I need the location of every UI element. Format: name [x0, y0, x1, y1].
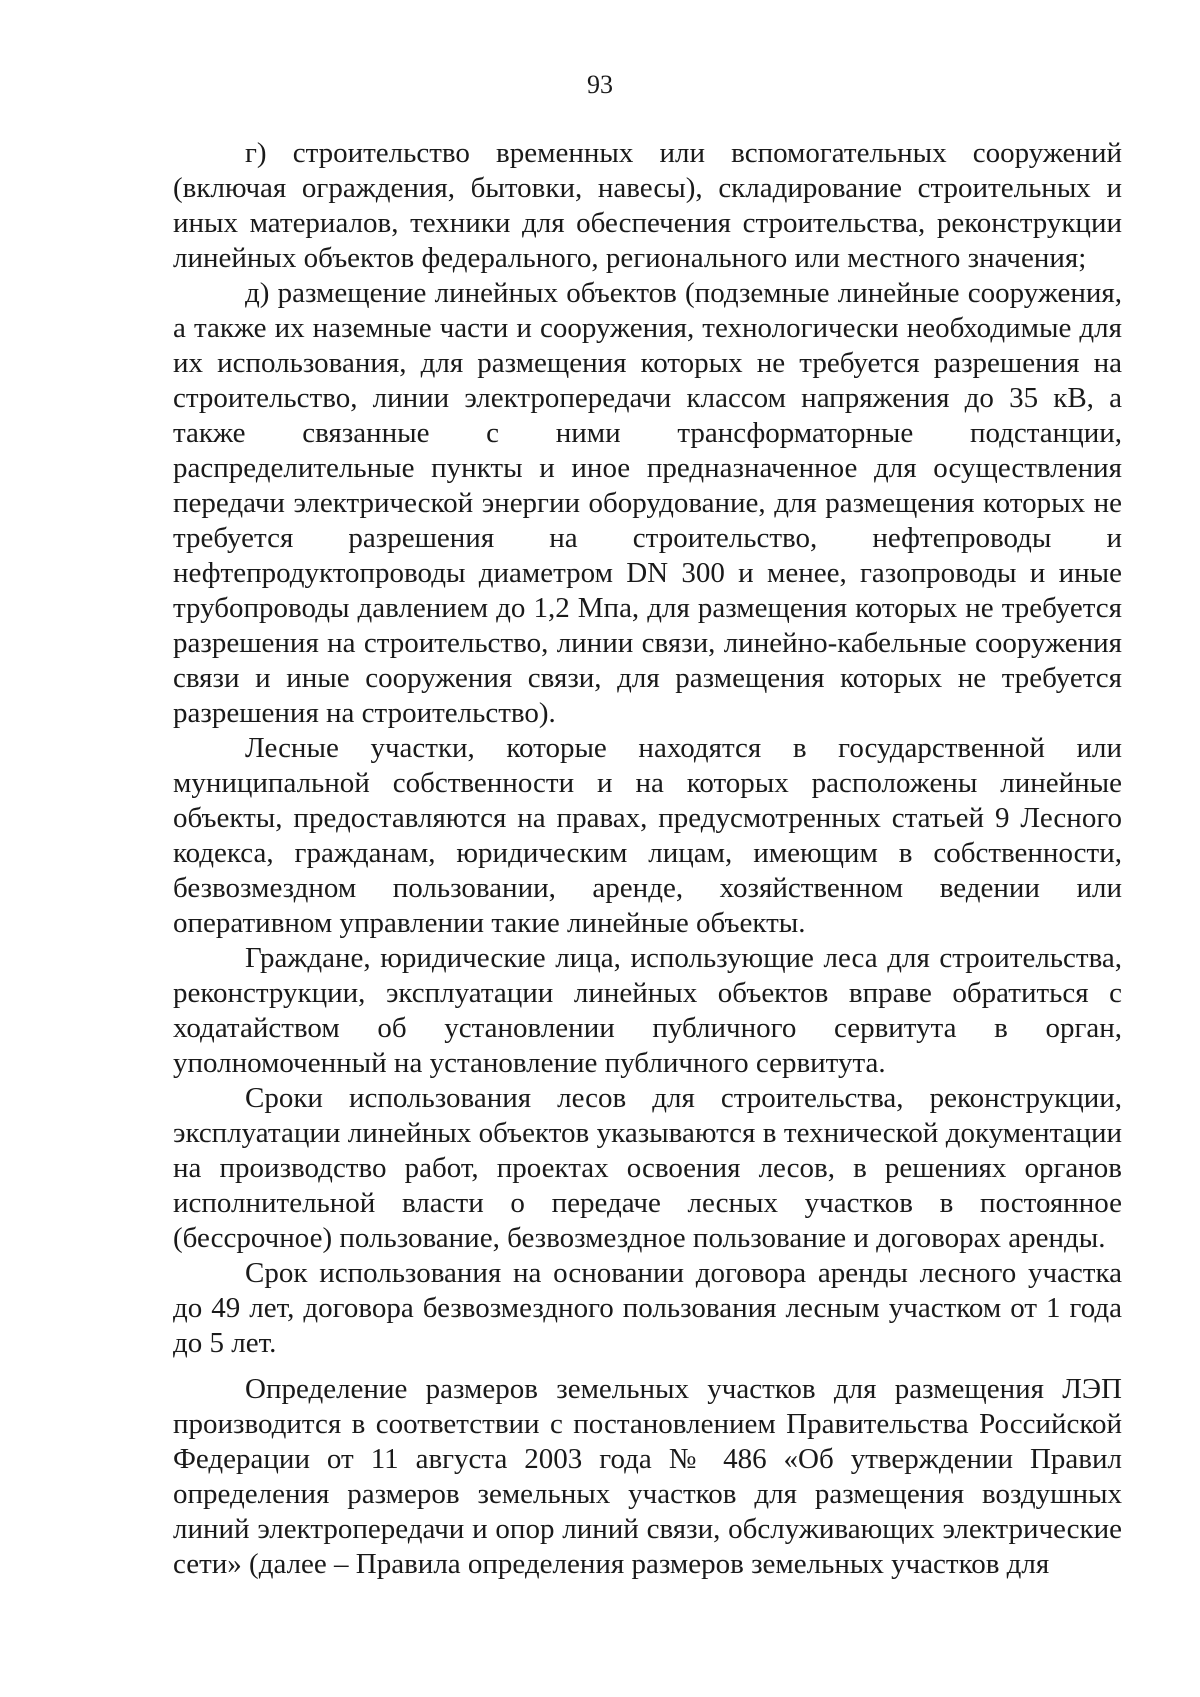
- paragraph-d-linear-objects: д) размещение линейных объектов (подземные линейные сооружения, а также их наземные части и сооружения, технологически необходимые для их использования, для размещения которых не требуется разрешения на строительство, линии электропередачи классом напряжения до 35 кВ, а также связанные с ними трансформаторные подстанции, распределительные пункты и иное предназначенное для осуществления передачи электрической энергии оборудование, для размещения которых не требуется разрешения на строительство, нефтепроводы и нефтепродуктопроводы диаметром DN 300 и менее, газопроводы и иные трубопроводы давлением до 1,2 Мпа, для размещения которых не требуется разрешения на строительство, линии связи, линейно-кабельные сооружения связи и иные сооружения связи, для размещения которых не требуется разрешения на строительство).: [173, 277, 1122, 729]
- document-body: [173, 136, 1122, 1582]
- paragraph-lease-duration: Срок использования на основании договора аренды лесного участка до 49 лет, договора безвозмездного пользования лесным участком от 1 года до 5 лет.: [173, 1257, 1122, 1359]
- paragraph-public-easement: Граждане, юридические лица, использующие леса для строительства, реконструкции, эксплуатации линейных объектов вправе обратиться с ходатайством об установлении публичного сервитута в орган, уполномоченный на установление публичного сервитута.: [173, 942, 1122, 1079]
- paragraph-usage-terms: Сроки использования лесов для строительства, реконструкции, эксплуатации линейных объектов указываются в технической документации на производство работ, проектах освоения лесов, в решениях органов исполнительной власти о передаче лесных участков в постоянное (бессрочное) пользование, безвозмездное пользование и договорах аренды.: [173, 1082, 1122, 1254]
- page-number: 93: [587, 70, 613, 99]
- paragraph-land-plot-sizes: Определение размеров земельных участков для размещения ЛЭП производится в соответствии с постановлением Правительства Российской Федерации от 11 августа 2003 года № 486 «Об утверждении Правил определения размеров земельных участков для размещения воздушных линий электропередачи и опор линий связи, обслуживающих электрические сети» (далее – Правила определения размеров земельных участков для: [173, 1373, 1122, 1580]
- paragraph-g-temporary-structures: г) строительство временных или вспомогательных сооружений (включая ограждения, бытовки, навесы), складирование строительных и иных материалов, техники для обеспечения строительства, реконструкции линейных объектов федерального, регионального или местного значения;: [173, 137, 1122, 274]
- paragraph-forest-plots-rights: Лесные участки, которые находятся в государственной или муниципальной собственности и на которых расположены линейные объекты, предоставляются на правах, предусмотренных статьей 9 Лесного кодекса, гражданам, юридическим лицам, имеющим в собственности, безвозмездном пользовании, аренде, хозяйственном ведении или оперативном управлении такие линейные объекты.: [173, 732, 1122, 939]
